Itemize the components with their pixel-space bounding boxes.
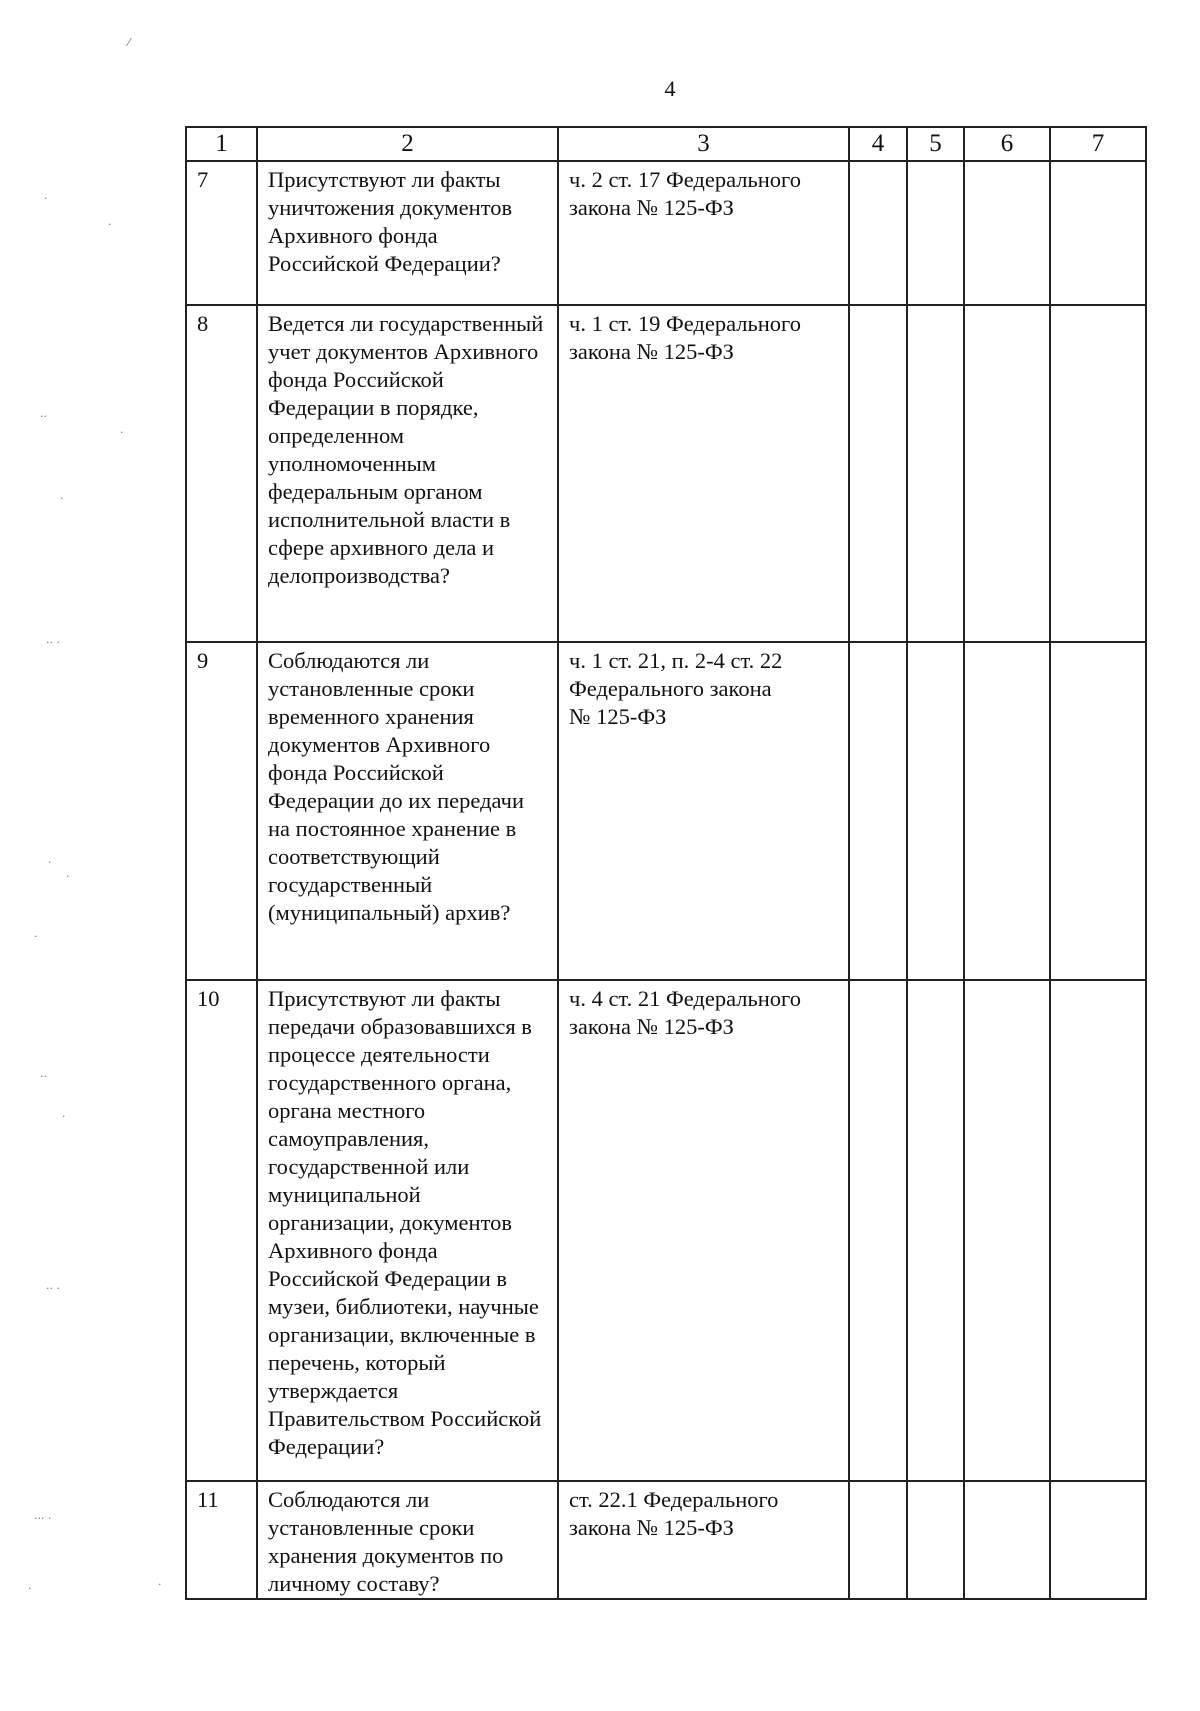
law-reference <box>558 642 849 980</box>
scan-speck: · <box>66 870 70 883</box>
answer-cell-col-5 <box>907 980 964 1481</box>
question-text: Соблюдаются ли установленные сроки хранения документов по личному составу? <box>257 1481 558 1599</box>
scan-speck: ·· <box>40 1070 47 1083</box>
header-col-1: 1 <box>186 127 257 161</box>
table-row <box>186 305 1146 642</box>
law-reference <box>558 305 849 642</box>
scan-speck: ·· · <box>46 1282 60 1295</box>
header-col-6: 6 <box>964 127 1050 161</box>
scan-speck: ·· · <box>46 636 60 649</box>
answer-cell-col-6 <box>964 642 1050 980</box>
answer-cell-col-4 <box>849 161 907 305</box>
header-col-7: 7 <box>1050 127 1146 161</box>
answer-cell-col-6 <box>964 980 1050 1481</box>
answer-cell-col-7 <box>1050 305 1146 642</box>
checklist-table <box>185 126 1147 1600</box>
law-reference-line: Федерального закона <box>569 676 772 701</box>
answer-cell-col-4 <box>849 642 907 980</box>
law-reference <box>558 161 849 305</box>
scan-speck: ··· · <box>34 1512 52 1525</box>
row-number: 9 <box>186 642 257 980</box>
answer-cell-col-7 <box>1050 980 1146 1481</box>
scan-speck: · <box>158 1578 162 1591</box>
answer-cell-col-7 <box>1050 161 1146 305</box>
table-row <box>186 980 1146 1481</box>
header-col-4: 4 <box>849 127 907 161</box>
answer-cell-col-5 <box>907 642 964 980</box>
answer-cell-col-4 <box>849 1481 907 1599</box>
answer-cell-col-6 <box>964 161 1050 305</box>
law-reference-line: ч. 4 ст. 21 Федерального <box>569 986 801 1011</box>
scan-speck: · <box>108 218 112 231</box>
answer-cell-col-7 <box>1050 1481 1146 1599</box>
law-reference <box>558 980 849 1481</box>
law-reference-line: № 125-ФЗ <box>569 704 667 729</box>
answer-cell-col-4 <box>849 305 907 642</box>
scan-speck: · <box>28 1582 32 1595</box>
answer-cell-col-5 <box>907 305 964 642</box>
scan-speck: · <box>62 1110 66 1123</box>
question-text: Присутствуют ли факты уничтожения документов Архивного фонда Российской Федерации? <box>257 161 558 305</box>
answer-cell-col-6 <box>964 305 1050 642</box>
law-reference-line: закона № 125-ФЗ <box>569 339 734 364</box>
scan-speck: · <box>44 192 48 205</box>
question-text: Соблюдаются ли установленные сроки временного хранения документов Архивного фонда Российской Федерации до их передачи на постоянное хранение в соответствующий государственный (муниципальный) архив? <box>257 642 558 980</box>
question-text: Ведется ли государственный учет документов Архивного фонда Российской Федерации в порядке, определенном уполномоченным федеральным органом исполнительной власти в сфере архивного дела и делопроизводства? <box>257 305 558 642</box>
row-number: 7 <box>186 161 257 305</box>
scan-speck: ·· <box>40 410 47 423</box>
law-reference-line: ч. 1 ст. 19 Федерального <box>569 311 801 336</box>
scan-speck: · <box>120 426 124 439</box>
answer-cell-col-6 <box>964 1481 1050 1599</box>
answer-cell-col-5 <box>907 161 964 305</box>
row-number: 10 <box>186 980 257 1481</box>
law-reference-line: ст. 22.1 Федерального <box>569 1487 779 1512</box>
law-reference <box>558 1481 849 1599</box>
law-reference-line: закона № 125-ФЗ <box>569 195 734 220</box>
scan-speck: · <box>60 492 64 505</box>
law-reference-line: ч. 1 ст. 21, п. 2-4 ст. 22 <box>569 648 783 673</box>
scan-speck: · <box>48 856 52 869</box>
page-number: 4 <box>664 76 676 101</box>
law-reference-line: закона № 125-ФЗ <box>569 1515 734 1540</box>
answer-cell-col-5 <box>907 1481 964 1599</box>
question-text: Присутствуют ли факты передачи образовавшихся в процессе деятельности государственного органа, органа местного самоуправления, государственной или муниципальной организации, документов Архивного фонда Российской Федерации в музеи, библиотеки, научные организации, включенные в перечень, который утверждается Правительством Российской Федерации? <box>257 980 558 1481</box>
table-row <box>186 642 1146 980</box>
row-number: 8 <box>186 305 257 642</box>
table-header-row <box>186 127 1146 161</box>
answer-cell-col-7 <box>1050 642 1146 980</box>
header-col-5: 5 <box>907 127 964 161</box>
table-row <box>186 1481 1146 1599</box>
header-col-3: 3 <box>558 127 849 161</box>
law-reference-line: ч. 2 ст. 17 Федерального <box>569 167 801 192</box>
table-row <box>186 161 1146 305</box>
scan-speck: ⁄ <box>128 36 130 49</box>
row-number: 11 <box>186 1481 257 1599</box>
law-reference-line: закона № 125-ФЗ <box>569 1014 734 1039</box>
answer-cell-col-4 <box>849 980 907 1481</box>
scan-speck: · <box>34 930 38 943</box>
header-col-2: 2 <box>257 127 558 161</box>
